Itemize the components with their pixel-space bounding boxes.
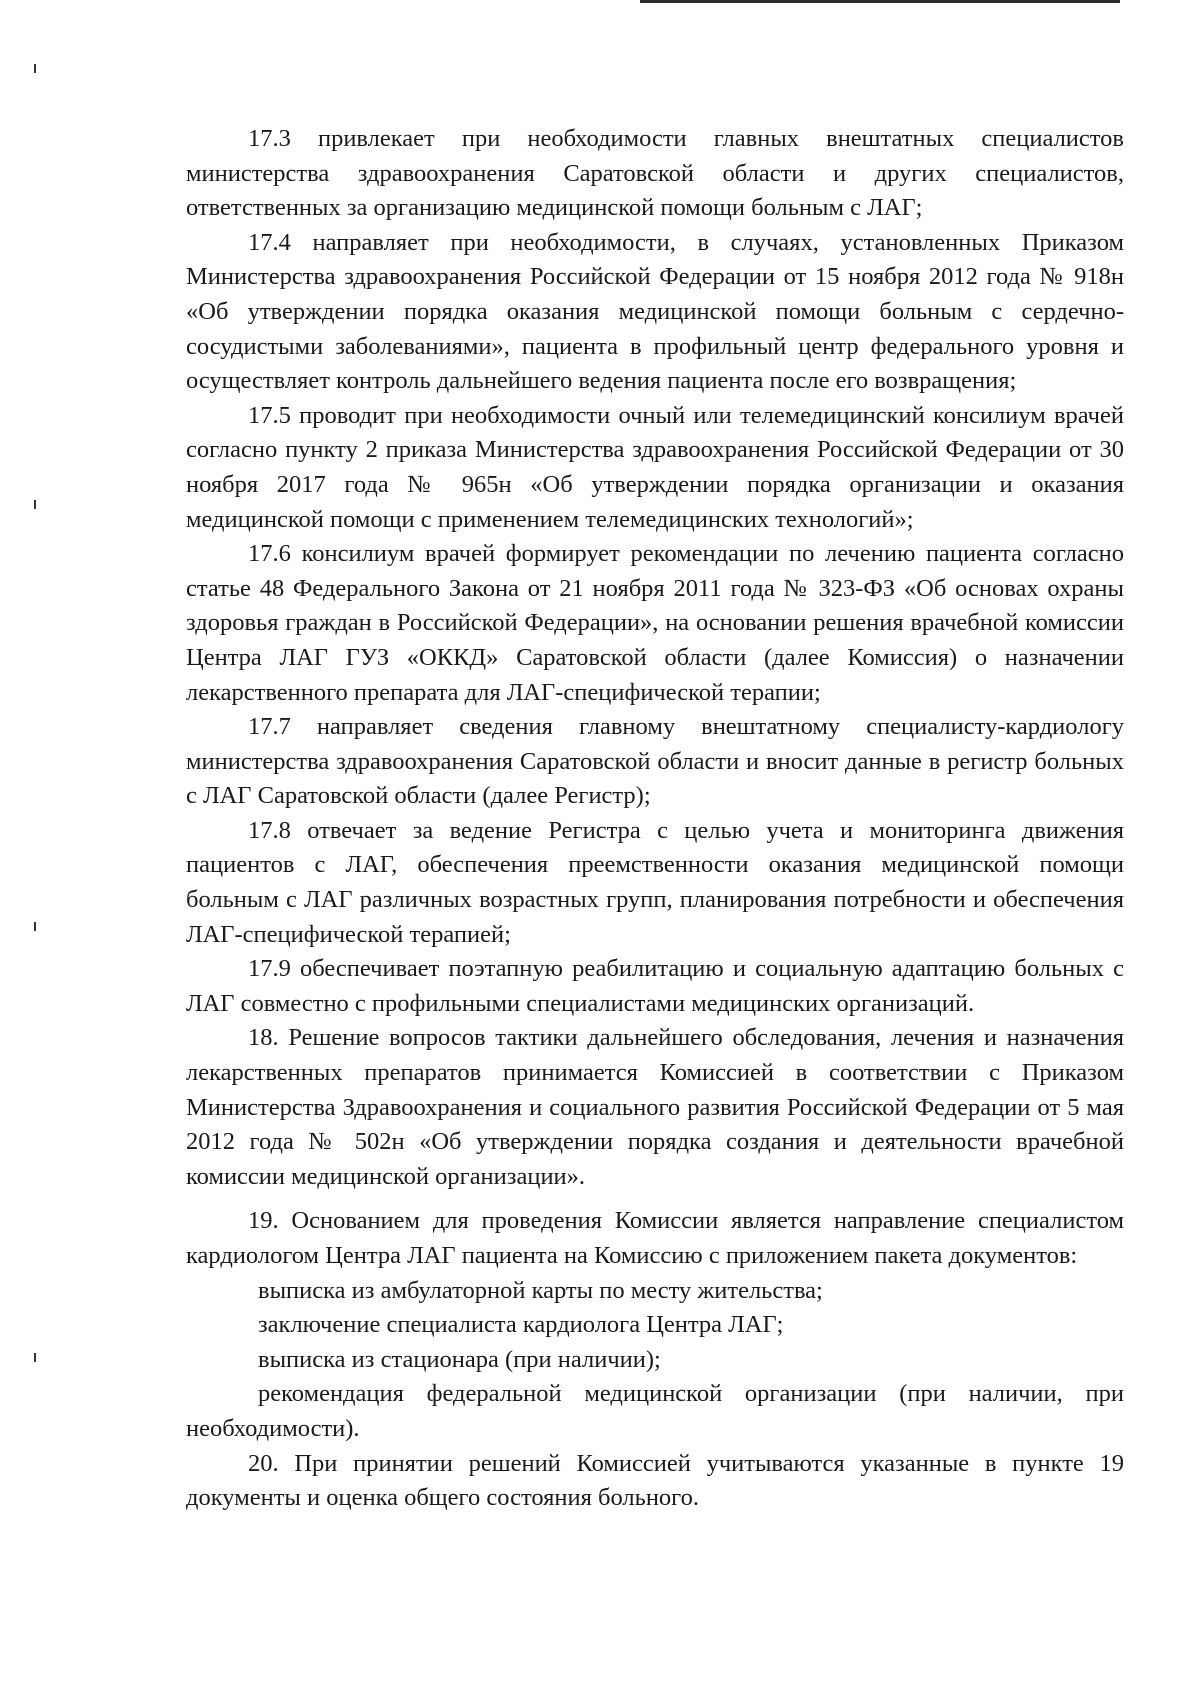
list-item: рекомендация федеральной медицинской организации (при наличии, при необходимости). xyxy=(186,1380,1124,1442)
paragraph-17-9: 17.9 обеспечивает поэтапную реабилитацию и социальную адаптацию больных с ЛАГ совместно с профильными специалистами медицинских организаций. xyxy=(186,955,1124,1017)
paragraph-17-8: 17.8 отвечает за ведение Регистра с целью учета и мониторинга движения пациентов с ЛАГ, обеспечения преемственности оказания медицинской помощи больным с ЛАГ различных возрастных групп, планирования потребности и обеспечения ЛАГ-специфической терапией; xyxy=(186,816,1124,948)
scan-margin-mark xyxy=(34,1353,36,1362)
scan-top-edge-line xyxy=(640,0,1120,3)
paragraph-19: 19. Основанием для проведения Комиссии является направление специалистом кардиологом Центра ЛАГ пациента на Комиссию с приложением пакета документов: xyxy=(186,1207,1124,1269)
paragraph-17-3: 17.3 привлекает при необходимости главных внештатных специалистов министерства здравоохранения Саратовской области и других специалистов, ответственных за организацию медицинской помощи больным с ЛАГ; xyxy=(186,125,1124,222)
scan-margin-mark xyxy=(34,500,36,509)
list-item: выписка из амбулаторной карты по месту жительства; xyxy=(258,1276,823,1304)
paragraph-17-5: 17.5 проводит при необходимости очный или телемедицинский консилиум врачей согласно пункту 2 приказа Министерства здравоохранения Российской Федерации от 30 ноября 2017 года № 965н «Об утверждении порядка организации и оказания медицинской помощи с применением телемедицинских технологий»; xyxy=(186,401,1124,533)
paragraph-17-4: 17.4 направляет при необходимости, в случаях, установленных Приказом Министерства здравоохранения Российской Федерации от 15 ноября 2012 года № 918н «Об утверждении порядка оказания медицинской помощи больным с сердечно-сосудистыми заболеваниями», пациента в профильный центр федерального уровня и осуществляет контроль дальнейшего ведения пациента после его возвращения; xyxy=(186,228,1124,395)
paragraph-17-6: 17.6 консилиум врачей формирует рекомендации по лечению пациента согласно статье 48 Федерального Закона от 21 ноября 2011 года № 323-ФЗ «Об основах охраны здоровья граждан в Российской Федерации», на основании решения врачебной комиссии Центра ЛАГ ГУЗ «ОККД» Саратовской области (далее Комиссия) о назначении лекарственного препарата для ЛАГ-специфической терапии; xyxy=(186,540,1124,706)
list-item: заключение специалиста кардиолога Центра ЛАГ; xyxy=(258,1311,784,1339)
documents-list xyxy=(186,1274,1124,1447)
document-body xyxy=(186,122,1124,1516)
paragraph-20: 20. При принятии решений Комиссией учитываются указанные в пункте 19 документы и оценка общего состояния больного. xyxy=(186,1449,1124,1512)
scan-margin-mark xyxy=(34,922,36,931)
paragraph-18: 18. Решение вопросов тактики дальнейшего обследования, лечения и назначения лекарственных препаратов принимается Комиссией в соответствии с Приказом Министерства Здравоохранения и социального развития Российской Федерации от 5 мая 2012 года № 502н «Об утверждении порядка создания и деятельности врачебной комиссии медицинской организации». xyxy=(186,1024,1124,1190)
scan-margin-mark xyxy=(34,64,36,73)
paragraph-17-7: 17.7 направляет сведения главному внештатному специалисту-кардиологу министерства здравоохранения Саратовской области и вносит данные в регистр больных с ЛАГ Саратовской области (далее Регистр); xyxy=(186,713,1124,810)
list-item: выписка из стационара (при наличии); xyxy=(258,1345,661,1373)
